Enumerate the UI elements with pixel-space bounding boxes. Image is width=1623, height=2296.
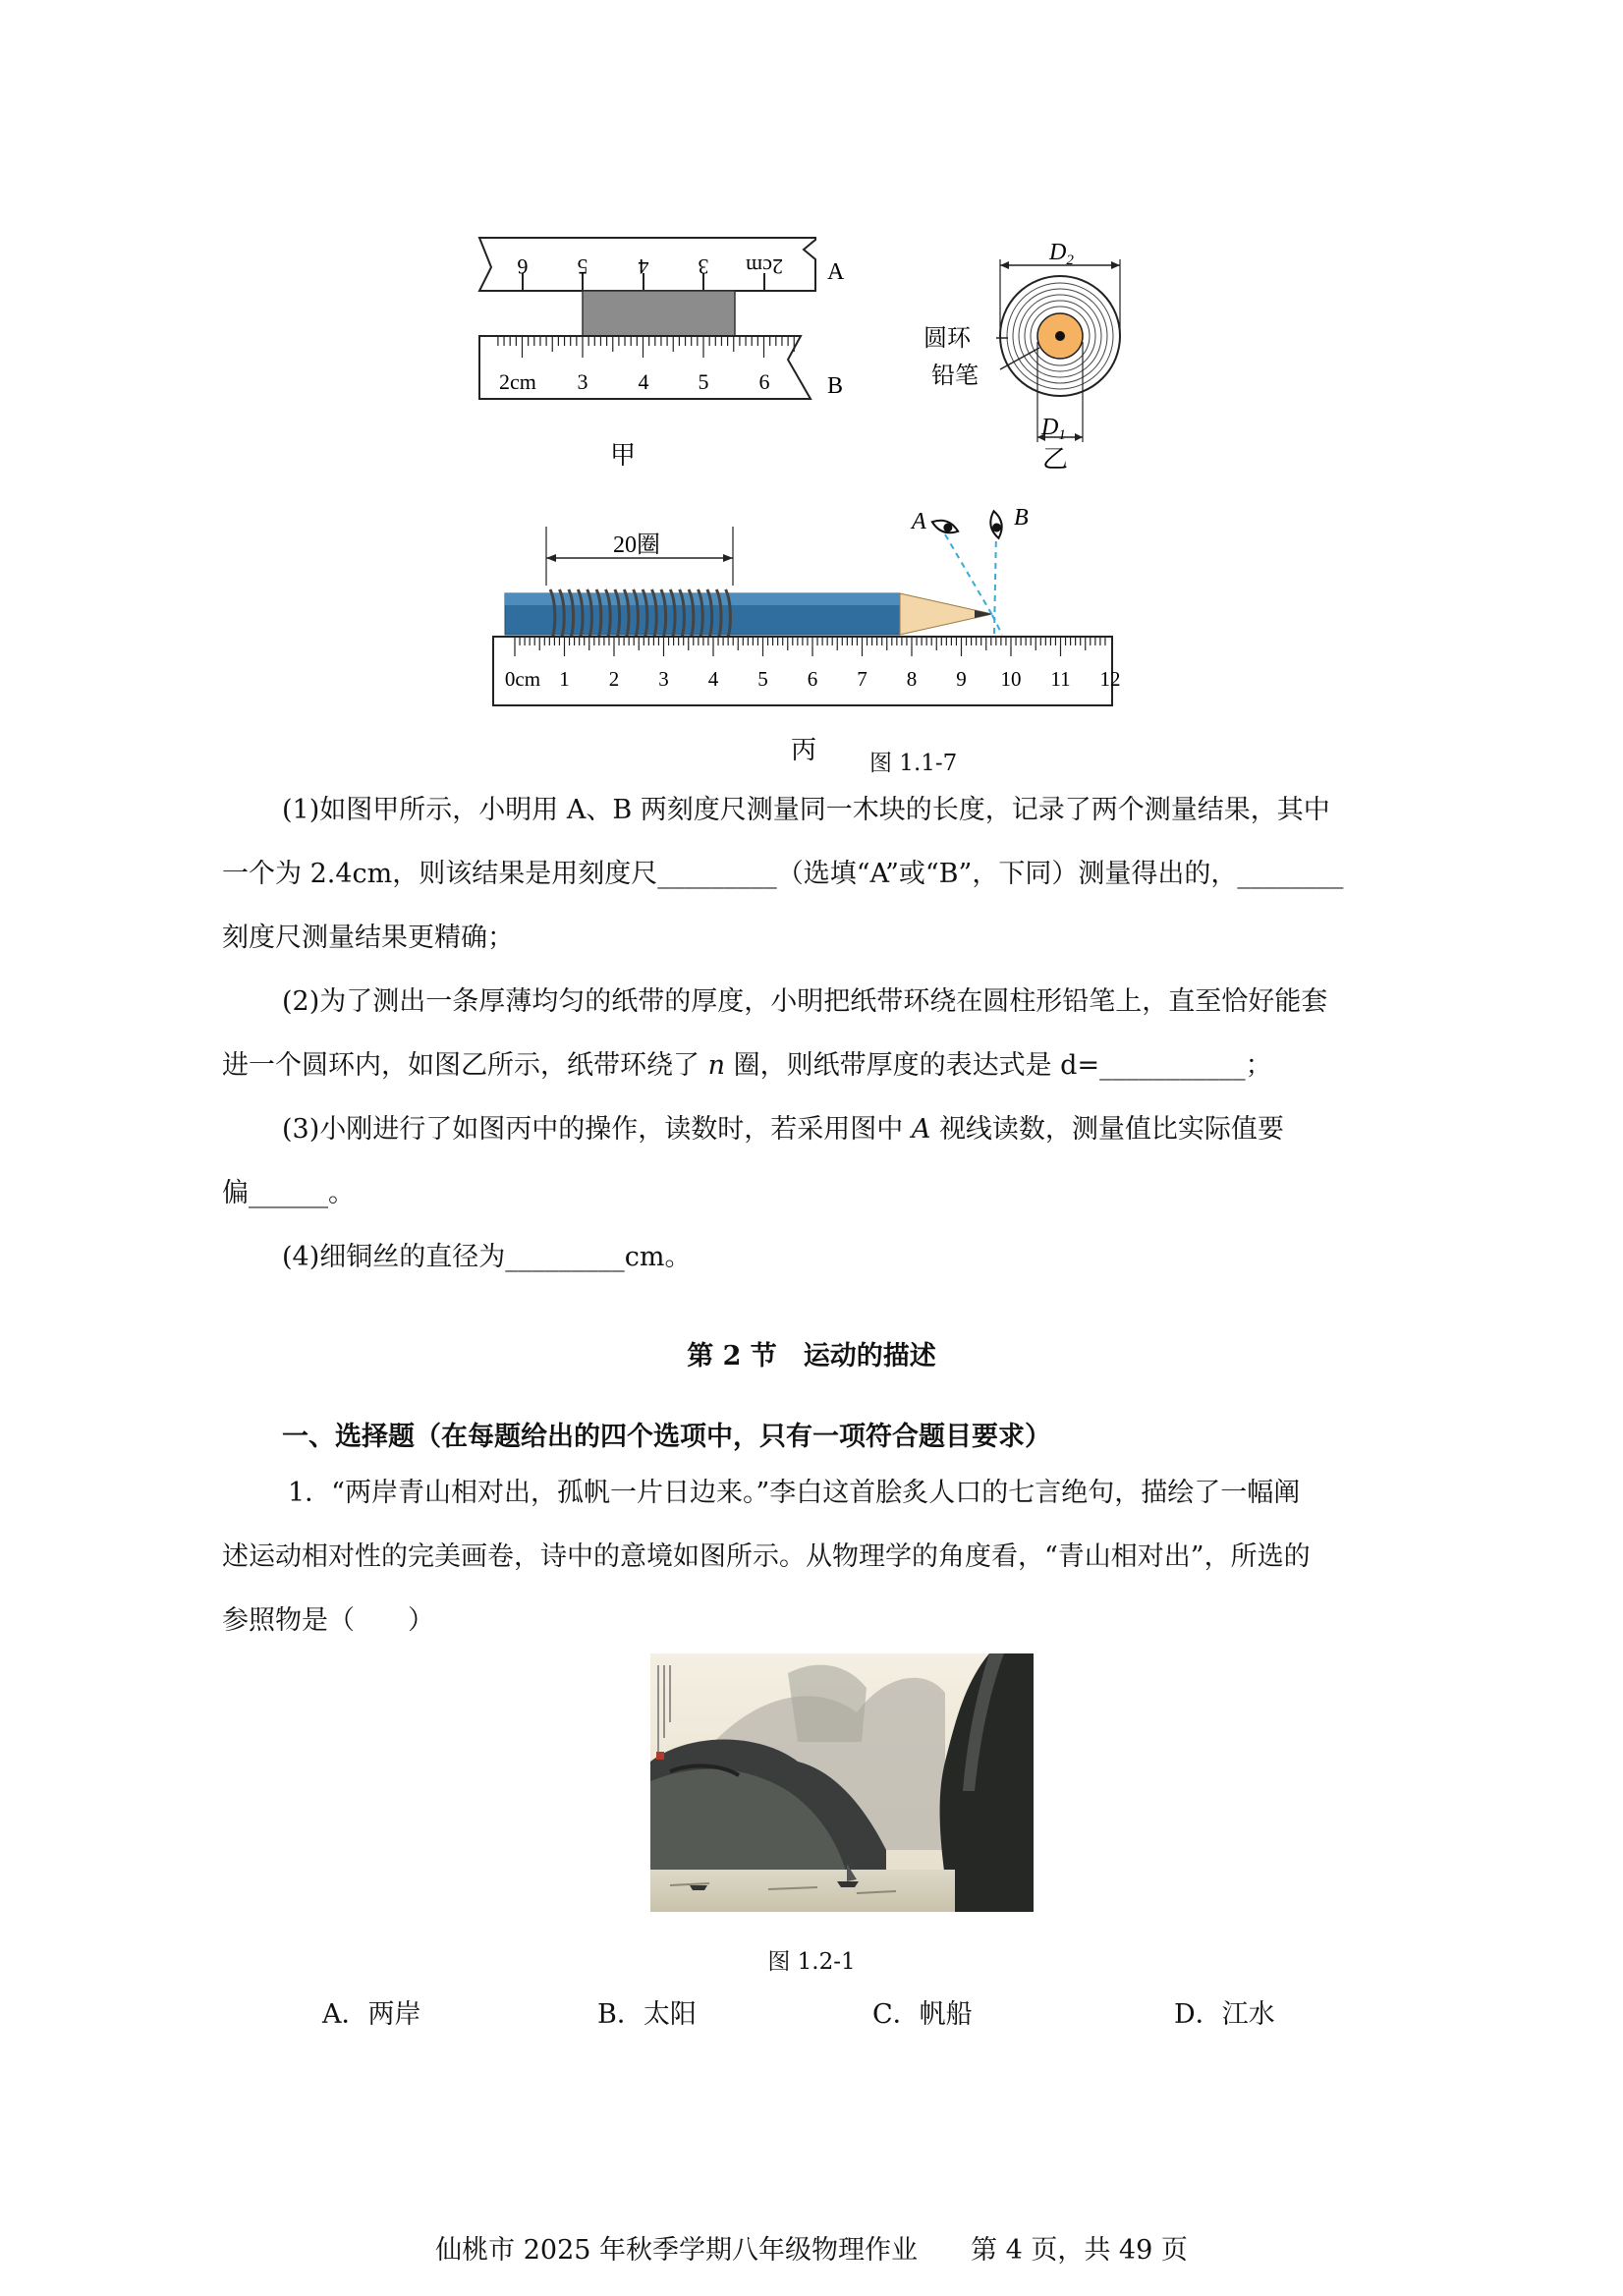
ruler-bing-tick-label: 11	[1050, 667, 1071, 691]
sec-q1-line-2: 述运动相对性的完美画卷，诗中的意境如图所示。从物理学的角度看，“青山相对出”，所选的	[222, 1541, 1311, 1572]
ruler-bing-tick-label: 2	[608, 667, 620, 691]
ruler-bing-tick-label: 0cm	[504, 667, 541, 691]
figure-bing	[491, 491, 1130, 776]
sight-line-a	[945, 534, 992, 615]
section-title: 第 2 节 运动的描述	[687, 1341, 936, 1372]
ruler-b-label: B	[827, 373, 844, 399]
figure-jia-caption: 甲	[609, 441, 637, 470]
sec-q1-line-3: 参照物是（ ）	[222, 1605, 434, 1636]
d1-label: $D_1$	[1041, 415, 1066, 443]
q1-line-1: (1)如图甲所示，小明用 A、B 两刻度尺测量同一木块的长度，记录了两个测量结果，其中	[282, 795, 1330, 825]
ruler-a-tick-label: 3	[698, 254, 709, 279]
ruler-bing-tick-label: 9	[956, 667, 967, 691]
q3-line-2: 偏______。	[222, 1178, 355, 1208]
sec-q1-line-1: 1．“两岸青山相对出，孤帆一片日边来。”李白这首脍炙人口的七言绝句，描绘了一幅阐	[288, 1478, 1301, 1508]
coil-label: 20圈	[613, 532, 660, 558]
figure-yi-caption: 乙	[1041, 445, 1069, 474]
ruler-bing-tick-label: 3	[658, 667, 669, 691]
ruler-b-tick-label: 4	[638, 369, 649, 394]
q1-line-2: 一个为 2.4cm，则该结果是用刻度尺_________（选填“A”或“B”，下同）测量得出的，________	[222, 859, 1344, 889]
page-footer: 仙桃市 2025 年秋季学期八年级物理作业 第 4 页，共 49 页	[435, 2235, 1188, 2266]
q3-variable-a: A	[911, 1114, 931, 1145]
q2-line-1: (2)为了测出一条厚薄均匀的纸带的厚度，小明把纸带环绕在圆柱形铅笔上，直至恰好能套	[282, 986, 1328, 1017]
ruler-a-tick-label: 6	[517, 254, 529, 279]
q3-text-a: (3)小刚进行了如图丙中的操作，读数时，若采用图中	[282, 1114, 904, 1145]
part-heading: 一、选择题（在每题给出的四个选项中，只有一项符合题目要求）	[282, 1422, 1051, 1452]
ruler-bing-tick-label: 4	[707, 667, 719, 691]
eye-b-icon	[988, 510, 1004, 538]
q3-line-1	[282, 1113, 1471, 1147]
q4-line-1: (4)细铜丝的直径为_________cm。	[282, 1242, 692, 1272]
ruler-bing-tick-label: 10	[1000, 667, 1022, 691]
figure-jia	[472, 228, 865, 474]
q2-text-b: 圈，则纸带厚度的表达式是 d=___________；	[733, 1050, 1272, 1081]
ruler-bing-tick-label: 6	[807, 667, 818, 691]
option-c[interactable]: C．帆船	[872, 1999, 973, 2030]
ruler-a-tick-label: 2cm	[746, 254, 783, 279]
ruler-a-label: A	[827, 259, 845, 285]
figure-bing-caption: 丙	[790, 736, 817, 764]
q2-text-a: 进一个圆环内，如图乙所示，纸带环绕了	[222, 1050, 700, 1081]
option-b[interactable]: B．太阳	[597, 1999, 697, 2030]
ruler-b-tick-label: 3	[577, 369, 588, 394]
option-d[interactable]: D．江水	[1174, 1999, 1275, 2030]
landscape-painting	[650, 1653, 1034, 1912]
ruler-bing-tick-label: 12	[1099, 667, 1121, 691]
ring-label: 圆环	[923, 326, 971, 352]
q3-text-b: 视线读数，测量值比实际值要	[938, 1114, 1284, 1145]
q2-line-2	[222, 1049, 1411, 1083]
ruler-bing-tick-label: 5	[757, 667, 768, 691]
ruler-bing-tick-label: 1	[559, 667, 570, 691]
figure-1-2-1-label: 图 1.2-1	[767, 1949, 856, 1975]
ruler-a-tick-label: 5	[577, 254, 588, 279]
pencil-label: 铅笔	[931, 364, 979, 389]
eye-a-icon	[930, 517, 960, 536]
eye-b-label: B	[1014, 505, 1029, 531]
ruler-bing-tick-label: 7	[857, 667, 867, 691]
ruler-b-tick-label: 6	[758, 369, 770, 394]
ruler-a-tick-label: 4	[638, 254, 649, 279]
q1-line-3: 刻度尺测量结果更精确；	[222, 923, 514, 953]
figure-1-1-7-label: 图 1.1-7	[869, 751, 958, 776]
wood-block	[583, 291, 735, 336]
ruler-b-tick-label: 2cm	[499, 369, 536, 394]
q2-variable-n: n	[707, 1050, 725, 1081]
figure-yi	[914, 232, 1140, 477]
eye-a-label: A	[912, 509, 926, 534]
ruler-b-tick-label: 5	[698, 369, 709, 394]
option-a[interactable]: A．两岸	[322, 1999, 421, 2030]
ruler-bing-tick-label: 8	[906, 667, 918, 691]
d2-label: $D_2$	[1049, 240, 1074, 268]
